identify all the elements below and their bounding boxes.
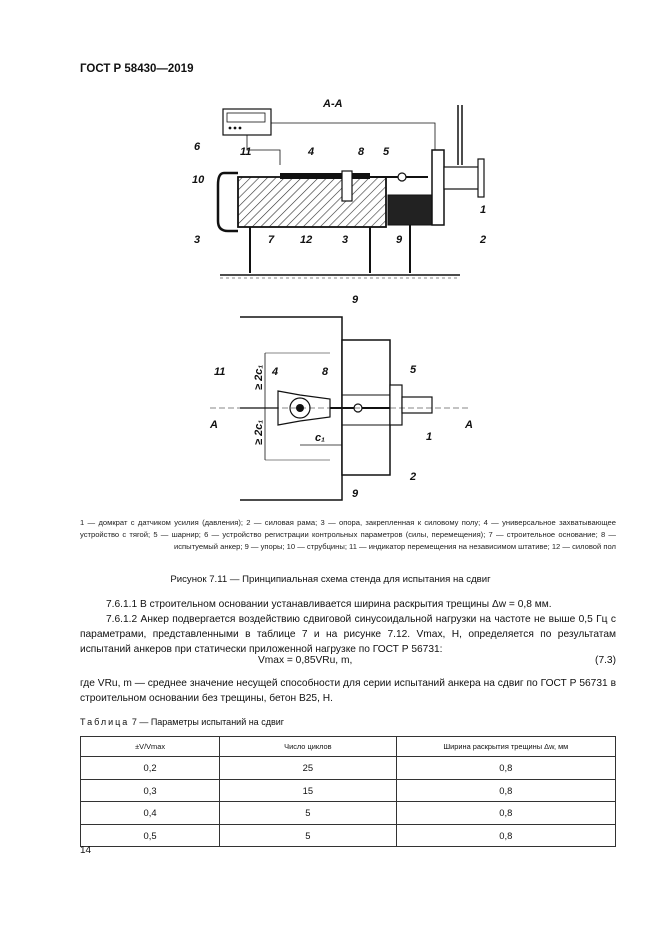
table-row <box>81 757 616 780</box>
callout-3: 3 <box>194 234 201 246</box>
callout-6: 6 <box>194 141 201 153</box>
cell-load: 0,3 <box>81 779 220 802</box>
cell-crack: 0,8 <box>396 779 615 802</box>
cell-cycles: 5 <box>220 824 397 847</box>
parameters-table <box>80 736 616 847</box>
cell-load: 0,5 <box>81 824 220 847</box>
figure-legend: 1 — домкрат с датчиком усилия (давления); 2 — силовая рама; 3 — опора, закрепленная к силовому полу; 4 — универсальное захватывающее устройство с тягой; 5 — шарнир; 6 — устройство регистрации контрольных параметров (силы, перемещения); 7 — строительное основание; 8 — испытуемый анкер; 9 — упоры; 10 — струбцины; 11 — индикатор перемещения на независимом штативе; 12 — силовой пол <box>80 518 616 551</box>
plan-callout-9-bottom: 9 <box>352 488 359 500</box>
callout-5: 5 <box>383 146 390 158</box>
concrete-base <box>238 177 386 227</box>
col-header-crack: Ширина раскрытия трещины Δw, мм <box>396 737 615 757</box>
callout-12: 12 <box>300 234 313 246</box>
table-row <box>81 824 616 847</box>
table-caption <box>80 717 284 727</box>
callout-8: 8 <box>358 146 365 158</box>
plan-callout-1: 1 <box>426 431 433 443</box>
figure-caption: Рисунок 7.11 — Принципиальная схема стенда для испытания на сдвиг <box>170 574 491 585</box>
callout-4: 4 <box>308 146 315 158</box>
cell-cycles: 5 <box>220 802 397 825</box>
table-caption-word: Таблица <box>80 717 130 727</box>
callout-10: 10 <box>192 174 205 186</box>
callout-9: 9 <box>396 234 403 246</box>
paragraph-where: где VRu, m — среднее значение несущей способности для серии испытаний анкера на сдвиг по ГОСТ Р 56731 в строительном основании без трещины, бетон В25, Н. <box>80 678 616 704</box>
plan-callout-4: 4 <box>272 366 279 378</box>
callout-1: 1 <box>480 204 487 216</box>
callout-3b: 3 <box>342 234 349 246</box>
dim-2c1-bottom: ≥ 2c₁ <box>253 419 265 445</box>
paragraph-7-6-1-2: 7.6.1.2 Анкер подвергается воздействию сдвиговой синусоидальной нагрузки на частоте не выше 0,5 Гц с параметрами, представленными в таблице 7 и на рисунке 7.12. Vmax, Н, определяется по результатам испытаний анкеров при статически приложенной нагрузке по ГОСТ Р 56731: <box>80 614 616 655</box>
plan-callout-9-top: 9 <box>352 294 359 306</box>
plan-callout-11: 11 <box>214 366 226 378</box>
plan-callout-8: 8 <box>322 366 329 378</box>
cell-crack: 0,8 <box>396 824 615 847</box>
table-row <box>81 779 616 802</box>
section-mark-right: А <box>465 419 473 431</box>
document-header: ГОСТ Р 58430—2019 <box>80 63 194 75</box>
dim-c1: c₁ <box>315 432 325 444</box>
section-label: А-А <box>323 98 343 110</box>
dim-2c1-top: ≥ 2c₁ <box>253 364 265 390</box>
paragraph-7-6-1-1: 7.6.1.1 В строительном основании устанавливается ширина раскрытия трещины Δw = 0,8 мм. <box>106 599 552 610</box>
table-caption-text: 7 — Параметры испытаний на сдвиг <box>131 717 285 727</box>
cell-crack: 0,8 <box>396 802 615 825</box>
plan-callout-5: 5 <box>410 364 417 376</box>
formula-number: (7.3) <box>595 655 616 666</box>
col-header-load: ±V/Vmax <box>81 737 220 757</box>
callout-7: 7 <box>268 234 275 246</box>
cell-crack: 0,8 <box>396 757 615 780</box>
plan-callout-2: 2 <box>410 471 417 483</box>
table-row <box>81 802 616 825</box>
cell-cycles: 25 <box>220 757 397 780</box>
table-header-row <box>81 737 616 757</box>
callout-2: 2 <box>480 234 487 246</box>
col-header-cycles: Число циклов <box>220 737 397 757</box>
cell-load: 0,4 <box>81 802 220 825</box>
callout-11: 11 <box>240 146 252 158</box>
page-number: 14 <box>80 845 92 856</box>
formula-7-3: Vmax = 0,85VRu, m, <box>258 655 353 666</box>
cell-cycles: 15 <box>220 779 397 802</box>
test-stand-figure <box>180 95 500 515</box>
section-mark-left: А <box>210 419 218 431</box>
cell-load: 0,2 <box>81 757 220 780</box>
